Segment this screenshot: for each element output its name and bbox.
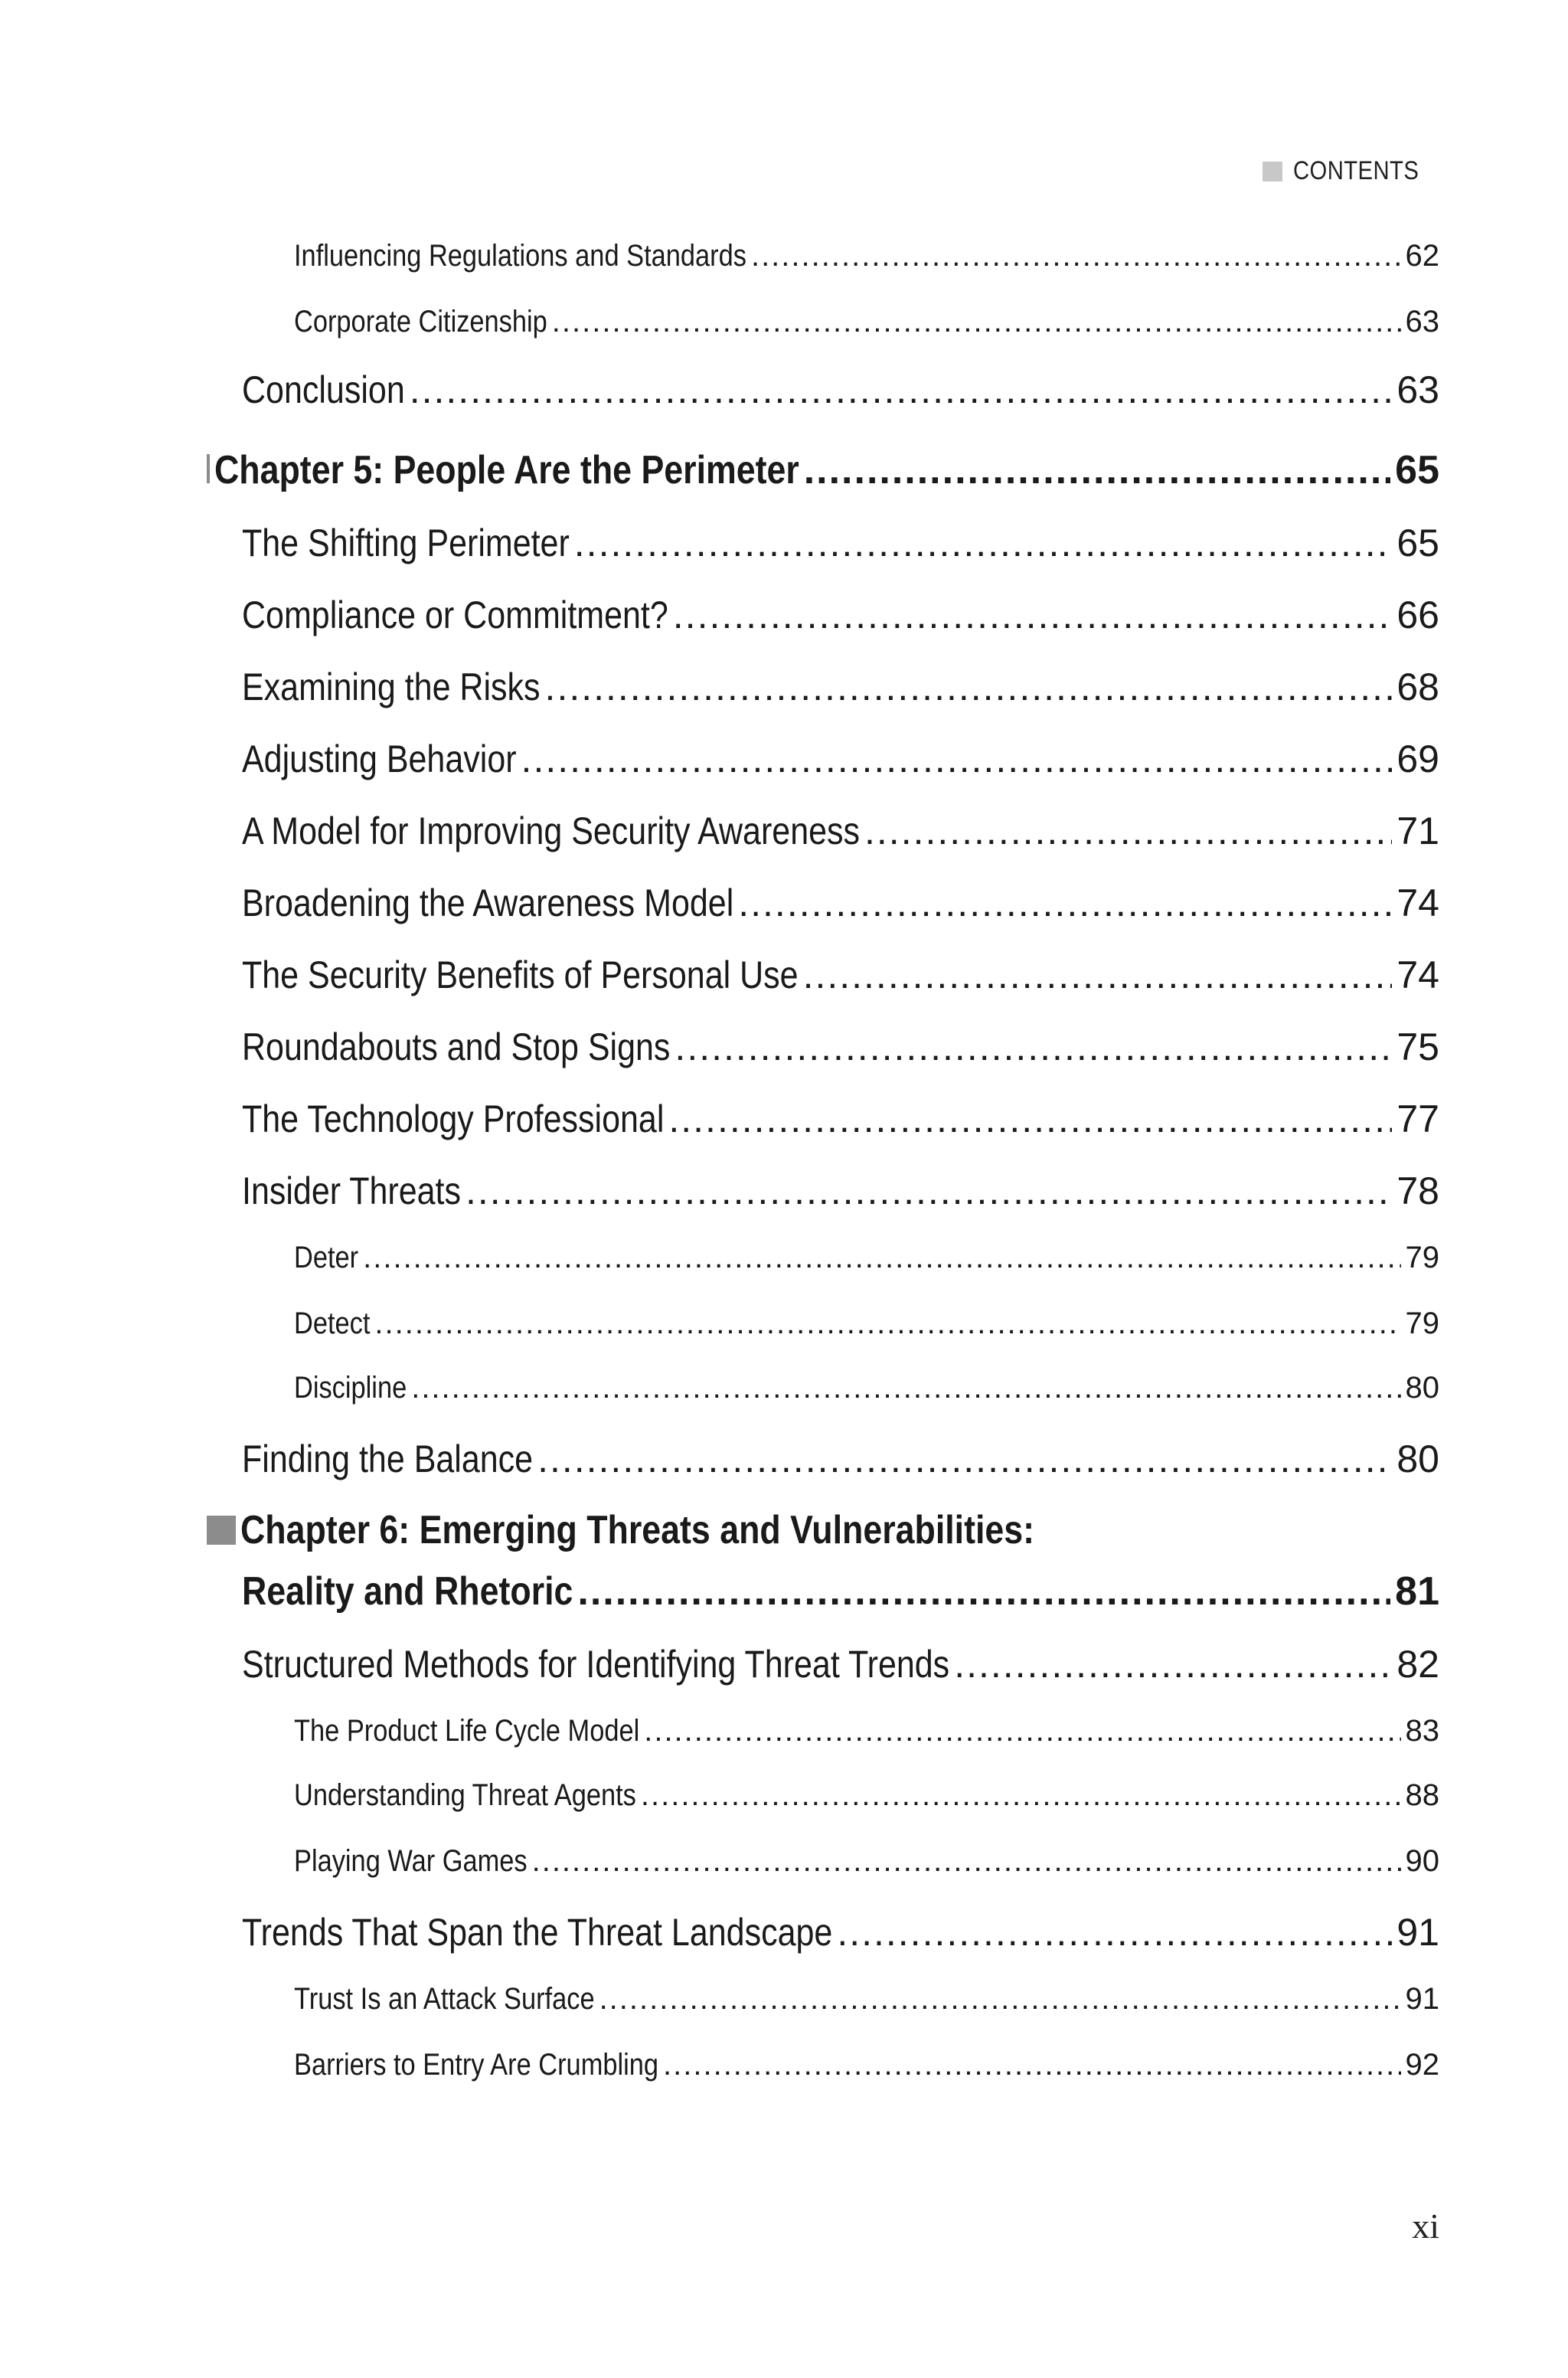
dot-leader — [804, 447, 1390, 493]
toc-entry-page: 65 — [1396, 522, 1439, 564]
toc-entry-title: Understanding Threat Agents — [294, 1778, 636, 1812]
toc-entry-title: Trust Is an Attack Surface — [294, 1982, 595, 2016]
toc-entry[interactable] — [242, 1910, 1439, 1954]
toc-entry[interactable] — [207, 447, 1439, 493]
toc-entry-title: Roundabouts and Stop Signs — [242, 1025, 671, 1068]
toc-entry-title: Broadening the Awareness Model — [242, 882, 734, 924]
toc-entry[interactable] — [294, 1241, 1439, 1275]
toc-entry-page: 91 — [1405, 1982, 1439, 2016]
toc-entry[interactable] — [242, 1025, 1439, 1069]
toc-entry-title: Influencing Regulations and Standards — [294, 239, 746, 273]
toc-entry-page: 71 — [1396, 810, 1439, 852]
dot-leader — [668, 1097, 1392, 1141]
dot-leader — [663, 2048, 1400, 2082]
toc-entry-page: 75 — [1396, 1025, 1439, 1068]
toc-entry[interactable] — [294, 239, 1439, 273]
toc-entry[interactable] — [294, 1778, 1439, 1813]
toc-entry-page: 90 — [1405, 1844, 1439, 1878]
toc-entry-title: Corporate Citizenship — [294, 305, 547, 339]
toc-entry-page: 79 — [1405, 1241, 1439, 1274]
toc-entry-page: 82 — [1396, 1643, 1439, 1686]
dot-leader — [599, 1982, 1401, 2017]
toc-entry[interactable] — [242, 881, 1439, 925]
toc-entry-title: The Security Benefits of Personal Use — [242, 953, 799, 996]
toc-entry[interactable] — [242, 593, 1439, 637]
toc-entry-title: Deter — [294, 1241, 359, 1274]
dot-leader — [532, 1844, 1401, 1879]
dot-leader — [751, 239, 1401, 273]
toc-entry-page: 66 — [1396, 594, 1439, 636]
dot-leader — [466, 1169, 1392, 1213]
toc-entry-page: 79 — [1405, 1307, 1439, 1340]
toc-entry-page: 65 — [1395, 448, 1439, 492]
toc-entry[interactable] — [294, 2048, 1439, 2082]
toc-entry-page: 69 — [1396, 738, 1439, 780]
toc-entry-title: The Product Life Cycle Model — [294, 1714, 640, 1748]
toc-entry[interactable] — [242, 1437, 1439, 1481]
toc-entry-page: 88 — [1405, 1778, 1439, 1812]
toc-entry-page: 68 — [1396, 666, 1439, 708]
toc-entry-page: 78 — [1396, 1169, 1439, 1212]
toc-entry[interactable] — [242, 368, 1439, 412]
toc-entry-title: The Shifting Perimeter — [242, 522, 570, 564]
dot-leader — [641, 1778, 1401, 1813]
toc-entry-page: 74 — [1396, 882, 1439, 924]
running-head-text: CONTENTS — [1293, 156, 1419, 185]
toc-entry-title: Playing War Games — [294, 1844, 528, 1878]
toc-entry-title: Trends That Span the Threat Landscape — [242, 1911, 833, 1954]
square-bullet-icon — [1263, 162, 1282, 182]
dot-leader — [521, 737, 1393, 781]
dot-leader — [374, 1307, 1400, 1341]
toc-entry-title: Structured Methods for Identifying Threat Trends — [242, 1643, 950, 1686]
toc-entry-title: The Technology Professional — [242, 1097, 665, 1140]
toc-entry-title: Examining the Risks — [242, 666, 541, 708]
dot-leader — [673, 593, 1393, 637]
toc-entry[interactable] — [294, 305, 1439, 339]
page-folio: xi — [1412, 2206, 1439, 2246]
toc-entry[interactable] — [242, 521, 1439, 565]
toc-entry[interactable] — [294, 1844, 1439, 1879]
dot-leader — [411, 1371, 1400, 1405]
toc-entry-page: 81 — [1395, 1569, 1439, 1614]
toc-entry[interactable] — [294, 1714, 1439, 1748]
toc-entry[interactable] — [242, 737, 1439, 781]
dot-leader — [644, 1714, 1400, 1748]
toc-entry-title: Adjusting Behavior — [242, 738, 517, 780]
toc-entry-page: 62 — [1405, 239, 1439, 273]
dot-leader — [537, 1437, 1392, 1481]
toc-entry-page: 80 — [1396, 1438, 1439, 1480]
dot-leader — [545, 665, 1393, 709]
toc-entry[interactable] — [242, 809, 1439, 853]
running-head — [1263, 156, 1439, 186]
toc-entry-page: 92 — [1405, 2048, 1439, 2082]
toc-entry[interactable] — [294, 1982, 1439, 2017]
toc-entry-page: 74 — [1396, 953, 1439, 996]
toc-entry-title: Discipline — [294, 1371, 407, 1405]
square-bullet-icon — [207, 454, 210, 483]
dot-leader — [574, 521, 1393, 565]
dot-leader — [954, 1642, 1392, 1686]
toc-entry-page: 77 — [1396, 1097, 1439, 1140]
toc-entry[interactable] — [242, 1642, 1439, 1686]
toc-entry-page: 80 — [1405, 1371, 1439, 1405]
dot-leader — [837, 1910, 1392, 1954]
toc-entry[interactable] — [242, 953, 1439, 997]
toc-entry-title: Insider Threats — [242, 1169, 462, 1212]
toc-entry-page: 91 — [1396, 1911, 1439, 1954]
toc-entry-title: Reality and Rhetoric — [242, 1569, 573, 1614]
toc-entry-page: 63 — [1396, 368, 1439, 411]
toc-entry[interactable] — [294, 1307, 1439, 1341]
dot-leader — [803, 953, 1393, 997]
toc-entry-title: Barriers to Entry Are Crumbling — [294, 2048, 659, 2082]
dot-leader — [675, 1025, 1392, 1069]
toc-entry[interactable] — [242, 1169, 1439, 1213]
toc-entry[interactable] — [242, 1097, 1439, 1141]
toc-entry[interactable] — [294, 1371, 1439, 1405]
toc-entry-title: Compliance or Commitment? — [242, 594, 668, 636]
toc-entry-title: Conclusion — [242, 368, 405, 411]
square-bullet-icon — [207, 1516, 236, 1545]
dot-leader — [577, 1568, 1390, 1614]
dot-leader — [363, 1241, 1400, 1275]
dot-leader — [864, 809, 1392, 853]
dot-leader — [552, 305, 1401, 339]
dot-leader — [410, 368, 1393, 412]
toc-entry-title: Finding the Balance — [242, 1438, 534, 1480]
dot-leader — [738, 881, 1392, 925]
toc-entry-title: Detect — [294, 1307, 371, 1340]
chapter-6-heading-line1[interactable]: Chapter 6: Emerging Threats and Vulnerabilities: — [207, 1507, 1164, 1553]
toc-entry[interactable] — [242, 665, 1439, 709]
toc-entry-title: A Model for Improving Security Awareness — [242, 810, 861, 852]
toc-entry[interactable] — [242, 1568, 1439, 1614]
toc-entry-page: 83 — [1405, 1714, 1439, 1748]
toc-entry-page: 63 — [1405, 305, 1439, 339]
toc-entry-title: Chapter 5: People Are the Perimeter — [214, 448, 799, 492]
